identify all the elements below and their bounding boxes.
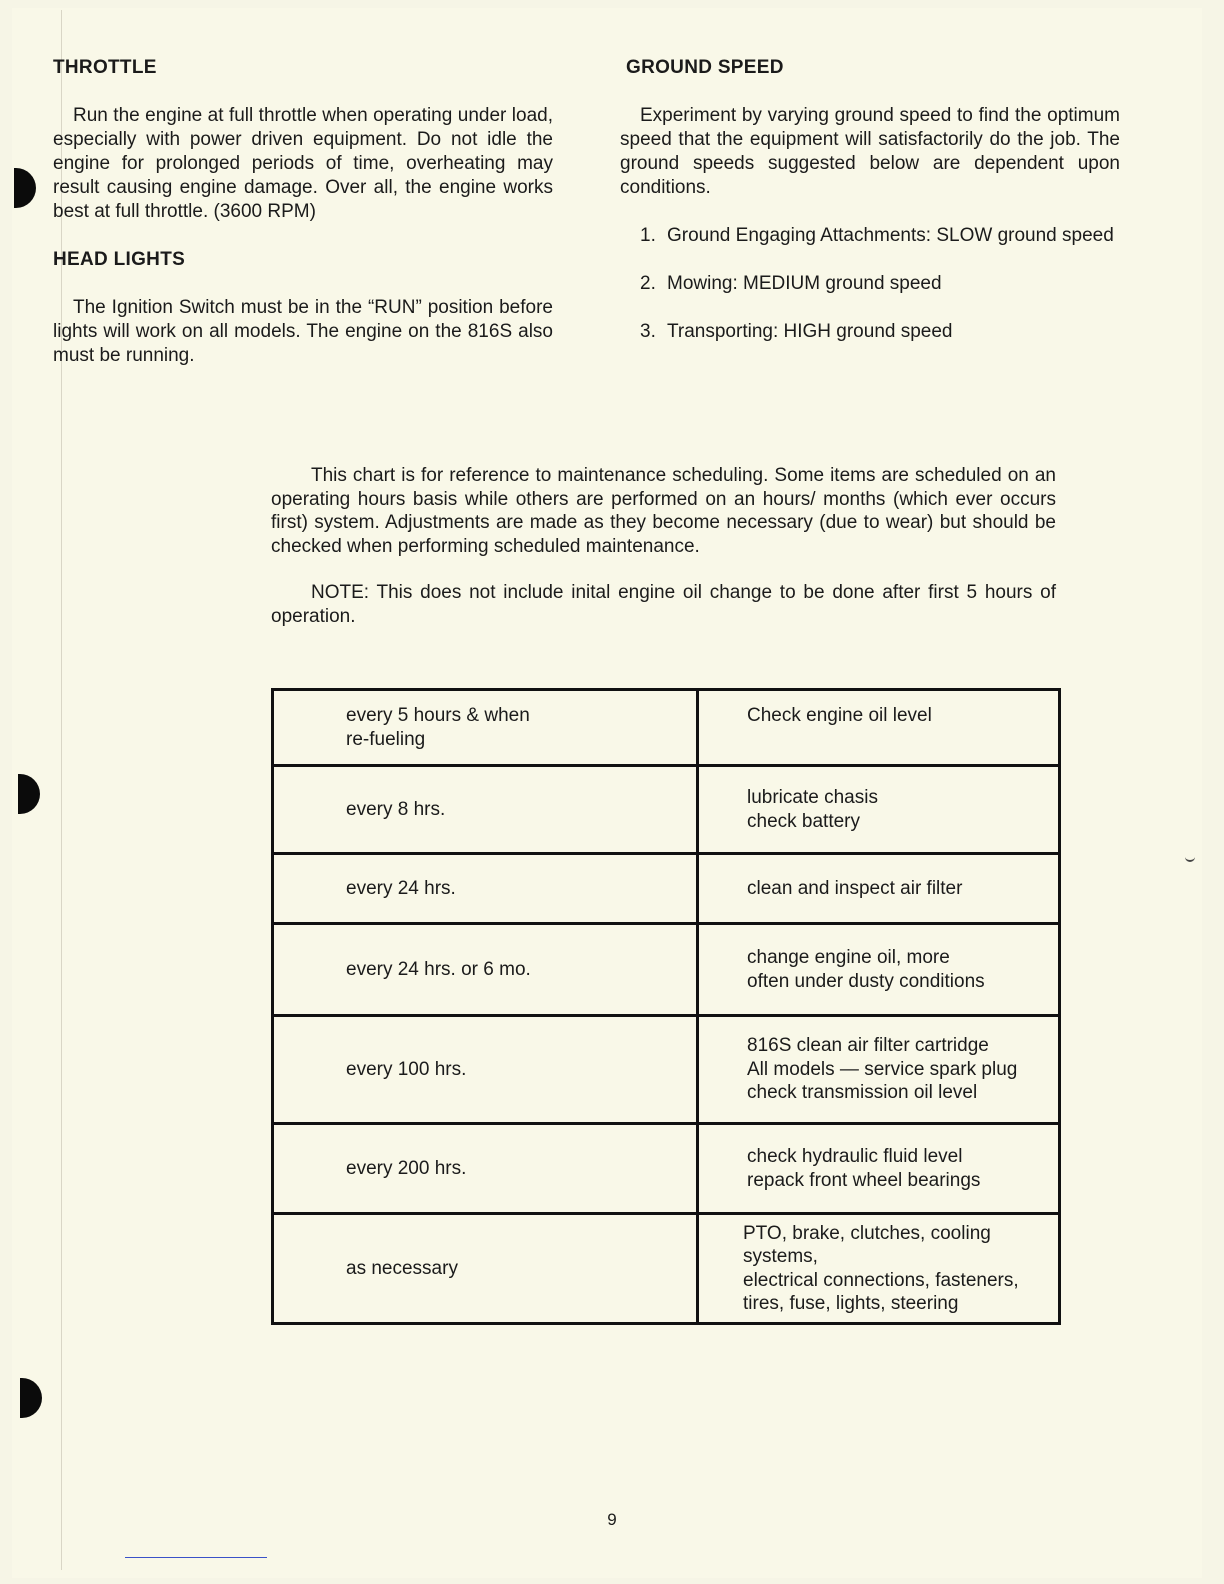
- table-row: [273, 1016, 1060, 1124]
- task-line: often under dusty conditions: [747, 970, 985, 992]
- ground-speed-text: Experiment by varying ground speed to find the optimum speed that the equipment will satisfactorily do the job. The ground speeds suggested below are dependent upon conditions.: [620, 105, 1120, 198]
- left-column: [53, 56, 553, 368]
- list-number: 3.: [640, 321, 656, 342]
- list-number: 1.: [640, 225, 656, 246]
- task-line: tires, fuse, lights, steering: [743, 1293, 959, 1314]
- task-line: PTO, brake, clutches, cooling systems,: [743, 1222, 991, 1267]
- task-cell: [698, 924, 1060, 1016]
- task-cell: [698, 1016, 1060, 1124]
- list-text: Mowing: MEDIUM ground speed: [667, 273, 942, 294]
- interval-cell: [273, 690, 698, 766]
- interval-cell: [273, 766, 698, 854]
- task-cell: [698, 1124, 1060, 1214]
- task-line: check transmission oil level: [747, 1082, 978, 1104]
- list-item: [620, 224, 1120, 248]
- table-row: [273, 1124, 1060, 1214]
- ground-speed-heading: GROUND SPEED: [626, 57, 784, 78]
- list-item: [620, 272, 1120, 296]
- list-text: Ground Engaging Attachments: SLOW ground speed: [667, 225, 1114, 246]
- task-line: Check engine oil level: [747, 705, 932, 726]
- task-cell: [698, 854, 1060, 924]
- table-row: [273, 766, 1060, 854]
- interval-line: as necessary: [346, 1257, 458, 1279]
- interval-line: every 8 hrs.: [346, 798, 446, 820]
- task-line: lubricate chasis: [747, 787, 878, 808]
- interval-line: re-fueling: [346, 728, 426, 750]
- head-lights-heading: HEAD LIGHTS: [53, 249, 186, 270]
- task-line: electrical connections, fasteners,: [743, 1269, 1019, 1291]
- task-cell: [698, 690, 1060, 766]
- maintenance-intro: [271, 464, 1056, 628]
- throttle-heading: THROTTLE: [53, 57, 157, 78]
- interval-cell: [273, 1214, 698, 1324]
- throttle-text: Run the engine at full throttle when operating under load, especially with power driven equipment. Do not idle the engine for prolonged periods of time, overheating may result causing engine damage. Over all, the engine works best at full throttle. (3600 RPM): [53, 105, 553, 222]
- footer-rule: [125, 1557, 267, 1558]
- task-line: clean and inspect air filter: [747, 877, 963, 899]
- ground-speed-list: [620, 224, 1120, 344]
- interval-cell: [273, 1016, 698, 1124]
- interval-line: every 24 hrs. or 6 mo.: [346, 958, 531, 980]
- task-line: check hydraulic fluid level: [747, 1146, 963, 1167]
- interval-line: every 200 hrs.: [346, 1157, 467, 1179]
- page-number: 9: [607, 1510, 617, 1529]
- task-line: 816S clean air filter cartridge: [747, 1035, 989, 1057]
- table-row: [273, 1214, 1060, 1324]
- table-row: [273, 924, 1060, 1016]
- intro-paragraph: This chart is for reference to maintenance scheduling. Some items are scheduled on an operating hours basis while others are performed on an hours/ months (which ever occurs first) system. Adjustments are made as they become necessary (due to wear) but should be checked when performing scheduled maintenance.: [271, 465, 1056, 557]
- interval-line: every 5 hours & when: [346, 705, 530, 726]
- list-text: Transporting: HIGH ground speed: [667, 321, 953, 342]
- table-row: [273, 690, 1060, 766]
- right-column: [620, 56, 1120, 344]
- task-line: All models — service spark plug: [747, 1058, 1018, 1080]
- interval-line: every 100 hrs.: [346, 1058, 467, 1080]
- note-paragraph: NOTE: This does not include inital engine oil change to be done after first 5 hours of operation.: [271, 582, 1056, 627]
- task-line: repack front wheel bearings: [747, 1169, 981, 1191]
- interval-cell: [273, 1124, 698, 1214]
- interval-cell: [273, 854, 698, 924]
- interval-cell: [273, 924, 698, 1016]
- task-cell: [698, 766, 1060, 854]
- maintenance-schedule-table: [271, 688, 1061, 1325]
- table-row: [273, 854, 1060, 924]
- head-lights-text: The Ignition Switch must be in the “RUN” position before lights will work on all models. The engine on the 816S also must be running.: [53, 297, 553, 366]
- task-line: check battery: [747, 810, 860, 832]
- list-number: 2.: [640, 273, 656, 294]
- list-item: [620, 320, 1120, 344]
- task-line: change engine oil, more: [747, 947, 950, 968]
- task-cell: [698, 1214, 1060, 1324]
- interval-line: every 24 hrs.: [346, 877, 456, 899]
